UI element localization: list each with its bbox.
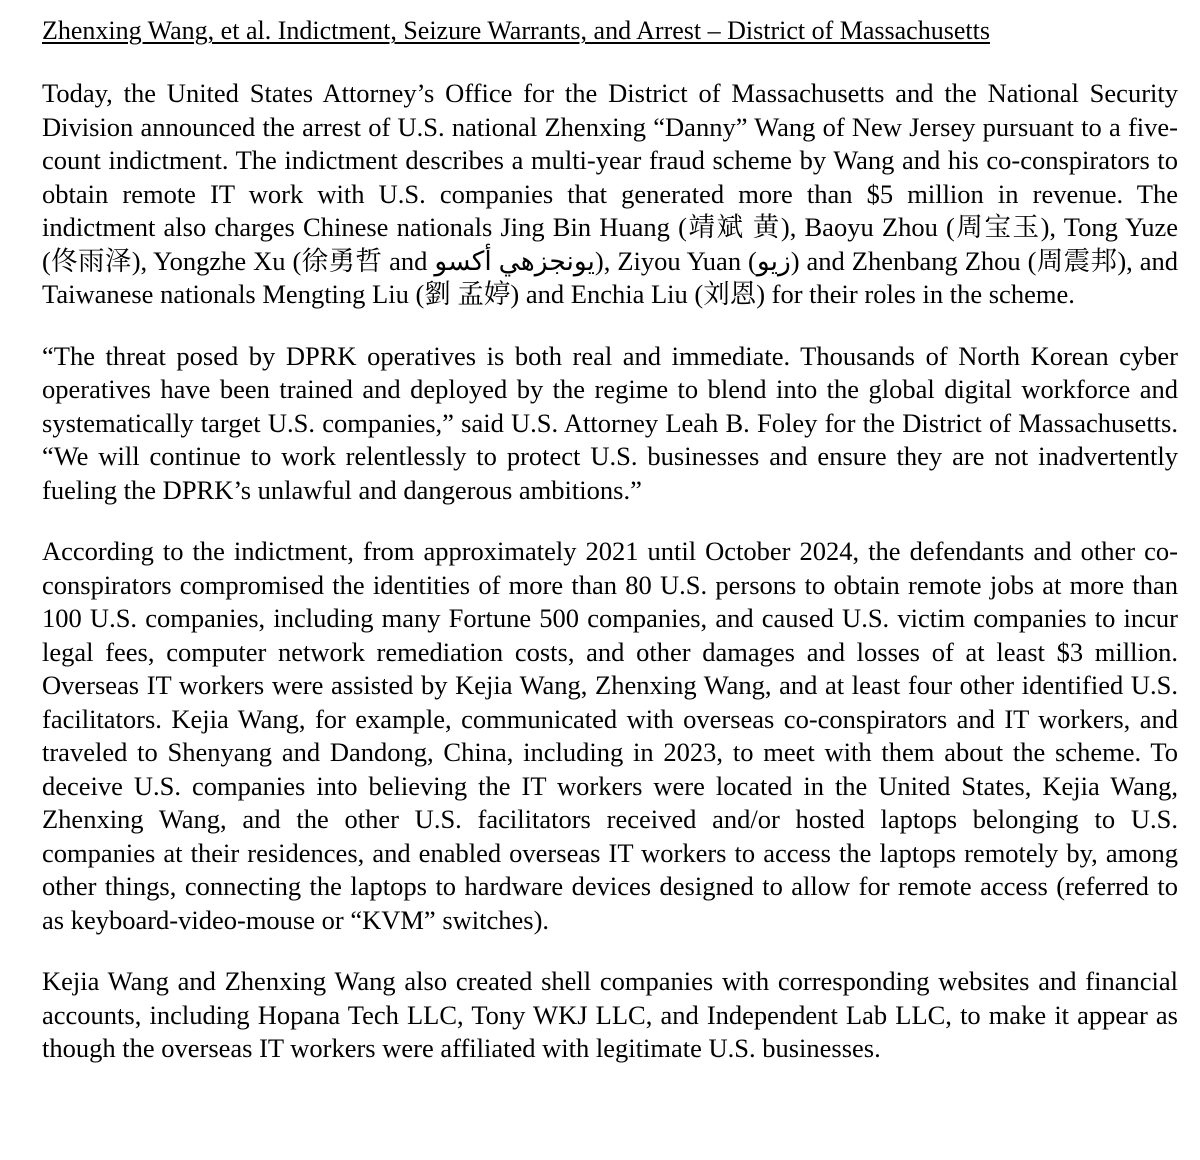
document-heading: Zhenxing Wang, et al. Indictment, Seizure Warrants, and Arrest – District of Massachusetts — [42, 16, 990, 45]
paragraph-attorney-quote: “The threat posed by DPRK operatives is both real and immediate. Thousands of North Korean cyber operatives have been trained and deployed by the regime to blend into the global digital workforce and systematically target U.S. companies,” said U.S. Attorney Leah B. Foley for the District of Massachusetts. “We will continue to work relentlessly to protect U.S. businesses and ensure they are not inadvertently fueling the DPRK’s unlawful and dangerous ambitions.” — [42, 340, 1178, 505]
paragraph-arrest-announcement: Today, the United States Attorney’s Office for the District of Massachusetts and the National Security Division announced the arrest of U.S. national Zhenxing “Danny” Wang of New Jersey pursuant to a five-count indictment. The indictment describes a multi-year fraud scheme by Wang and his co-conspirators to obtain remote IT work with U.S. companies that generated more than $5 million in revenue. The indictment also charges Chinese nationals Jing Bin Huang (靖斌 黄), Baoyu Zhou (周宝玉), Tong Yuze (佟雨泽), Yongzhe Xu (徐勇哲 and يونجزهي أكسو), Ziyou Yuan (زيو) and Zhenbang Zhou (周震邦), and Taiwanese nationals Mengting Liu (劉 孟婷) and Enchia Liu (刘恩) for their roles in the scheme. — [42, 78, 1178, 309]
paragraph-indictment-details: According to the indictment, from approximately 2021 until October 2024, the defendants and other co-conspirators compromised the identities of more than 80 U.S. persons to obtain remote jobs at more than 100 U.S. companies, including many Fortune 500 companies, and caused U.S. victim companies to incur legal fees, computer network remediation costs, and other damages and losses of at least $3 million. Overseas IT workers were assisted by Kejia Wang, Zhenxing Wang, and at least four other identified U.S. facilitators. Kejia Wang, for example, communicated with overseas co-conspirators and IT workers, and traveled to Shenyang and Dandong, China, including in 2023, to meet with them about the scheme. To deceive U.S. companies into believing the IT workers were located in the United States, Kejia Wang, Zhenxing Wang, and the other U.S. facilitators received and/or hosted laptops belonging to U.S. companies at their residences, and enabled overseas IT workers to access the laptops remotely by, among other things, connecting the laptops to hardware devices designed to allow for remote access (referred to as keyboard-video-mouse or “KVM” switches). — [42, 536, 1178, 935]
paragraph-shell-companies: Kejia Wang and Zhenxing Wang also created shell companies with corresponding websites and financial accounts, including Hopana Tech LLC, Tony WKJ LLC, and Independent Lab LLC, to make it appear as though the overseas IT workers were affiliated with legitimate U.S. businesses. — [42, 966, 1178, 1063]
document-page — [42, 14, 1178, 1094]
